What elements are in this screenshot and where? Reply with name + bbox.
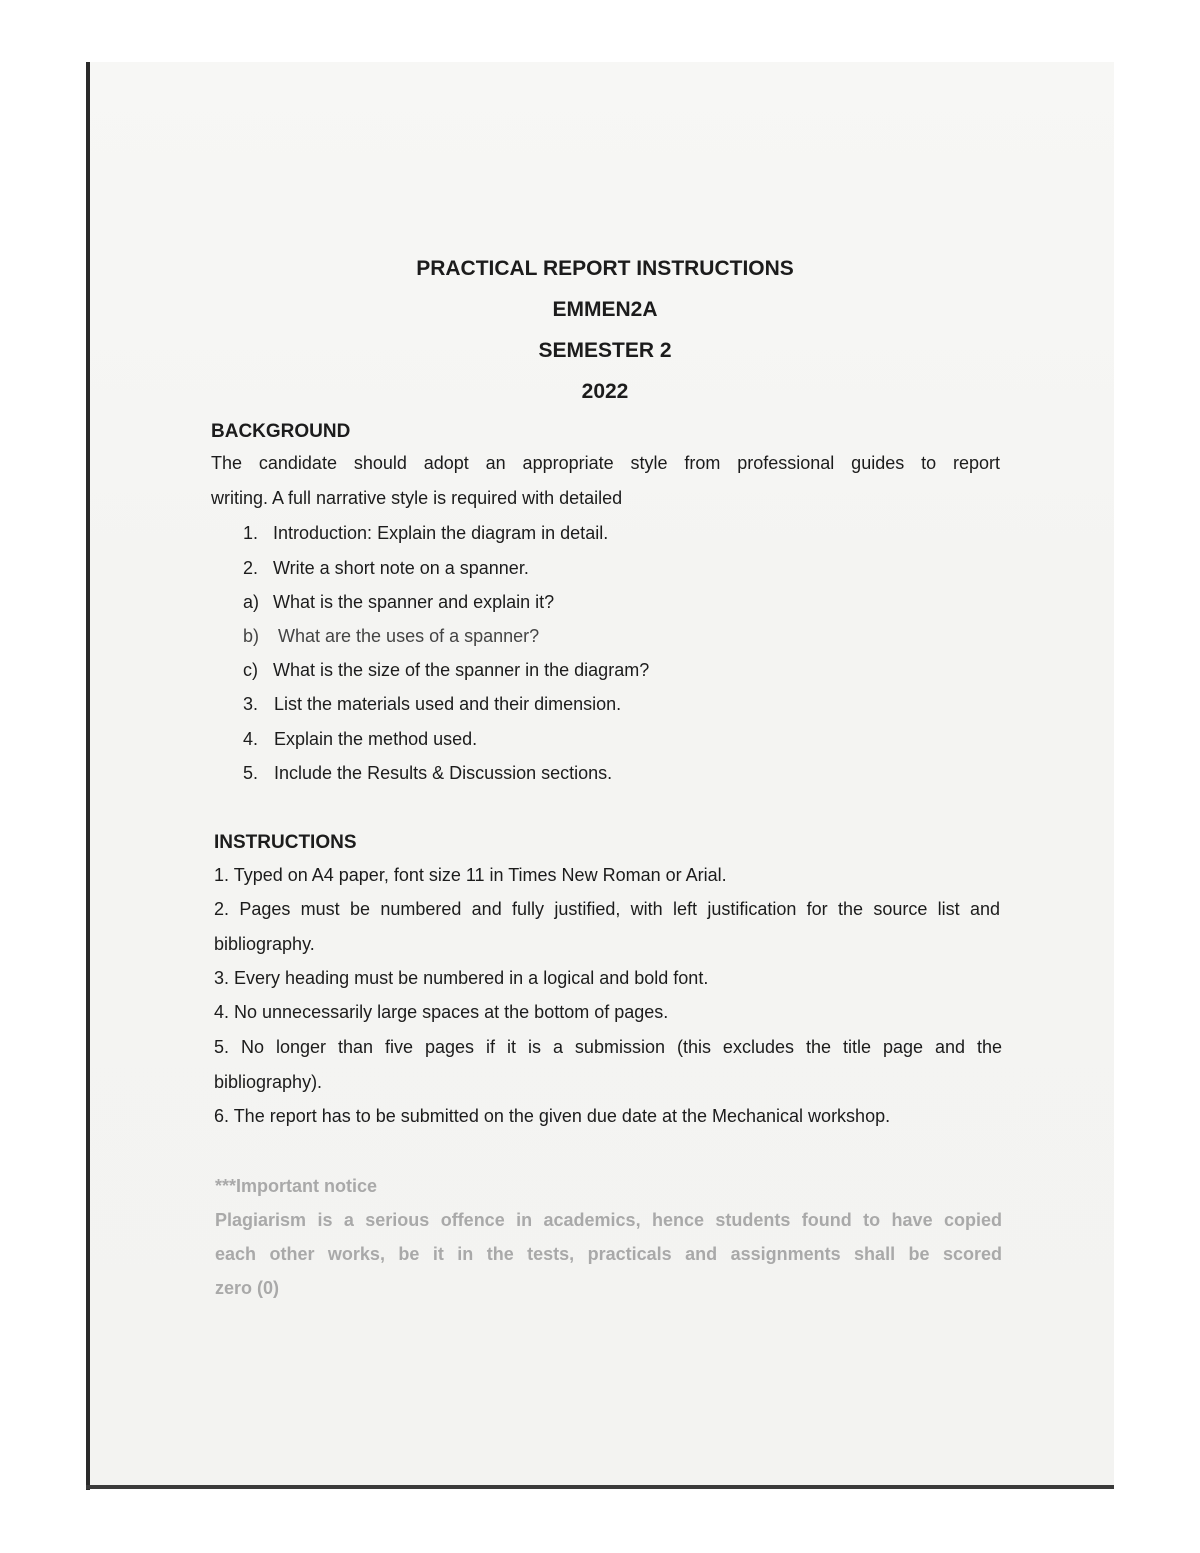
- instruction-item: 3. Every heading must be numbered in a logical and bold font.: [214, 968, 709, 988]
- instruction-item-continued: bibliography).: [214, 1072, 323, 1092]
- list-marker: 5.: [243, 763, 259, 783]
- list-marker: a): [243, 592, 260, 612]
- background-paragraph-line-2: writing. A full narrative style is required with detailed: [211, 488, 623, 508]
- instruction-item: 4. No unnecessarily large spaces at the bottom of pages.: [214, 1002, 669, 1022]
- list-item: [243, 694, 621, 715]
- background-heading: BACKGROUND: [211, 421, 351, 442]
- list-marker: 4.: [243, 729, 259, 749]
- instruction-item: 1. Typed on A4 paper, font size 11 in Times New Roman or Arial.: [214, 865, 727, 885]
- notice-text-line-2: each other works, be it in the tests, practicals and assignments shall be scored: [215, 1244, 1002, 1264]
- list-marker: 1.: [243, 523, 259, 543]
- notice-heading: ***Important notice: [215, 1176, 378, 1196]
- list-item: [243, 626, 539, 647]
- list-item: [243, 558, 529, 579]
- instruction-item: 5. No longer than five pages if it is a submission (this excludes the title page and the: [214, 1037, 1002, 1057]
- list-item-text: Introduction: Explain the diagram in detail.: [273, 523, 609, 543]
- list-item: [243, 763, 612, 784]
- background-paragraph-line-1: The candidate should adopt an appropriate style from professional guides to report: [211, 453, 1000, 473]
- year-label: 2022: [581, 380, 629, 403]
- instructions-heading: INSTRUCTIONS: [214, 832, 357, 853]
- scan-border-bottom: [86, 1485, 1114, 1489]
- list-item-text: Explain the method used.: [274, 729, 478, 749]
- list-item: [243, 592, 554, 613]
- instruction-item: 2. Pages must be numbered and fully justified, with left justification for the source list and: [214, 899, 1000, 919]
- list-item: [243, 729, 477, 750]
- list-item-text: What is the spanner and explain it?: [273, 592, 555, 612]
- list-marker: 2.: [243, 558, 259, 578]
- semester-label: SEMESTER 2: [538, 339, 672, 362]
- list-item: [243, 523, 608, 544]
- list-item-text: Include the Results & Discussion sections.: [274, 763, 613, 783]
- list-item-text: List the materials used and their dimension.: [274, 694, 622, 714]
- list-marker: b): [243, 626, 260, 646]
- list-marker: c): [243, 660, 258, 680]
- scan-border-left: [86, 62, 90, 1490]
- list-item-text: What is the size of the spanner in the diagram?: [273, 660, 650, 680]
- title-block: [210, 0, 1000, 420]
- notice-text-line-1: Plagiarism is a serious offence in academics, hence students found to have copied: [215, 1210, 1002, 1230]
- course-code: EMMEN2A: [552, 298, 658, 321]
- list-item-text: What are the uses of a spanner?: [278, 626, 540, 646]
- notice-text-line-3: zero (0): [215, 1278, 280, 1298]
- list-item: [243, 660, 649, 681]
- list-marker: 3.: [243, 694, 259, 714]
- document-title: PRACTICAL REPORT INSTRUCTIONS: [416, 257, 794, 280]
- instruction-item: 6. The report has to be submitted on the given due date at the Mechanical workshop.: [214, 1106, 891, 1126]
- list-item-text: Write a short note on a spanner.: [273, 558, 529, 578]
- instruction-item-continued: bibliography.: [214, 934, 315, 954]
